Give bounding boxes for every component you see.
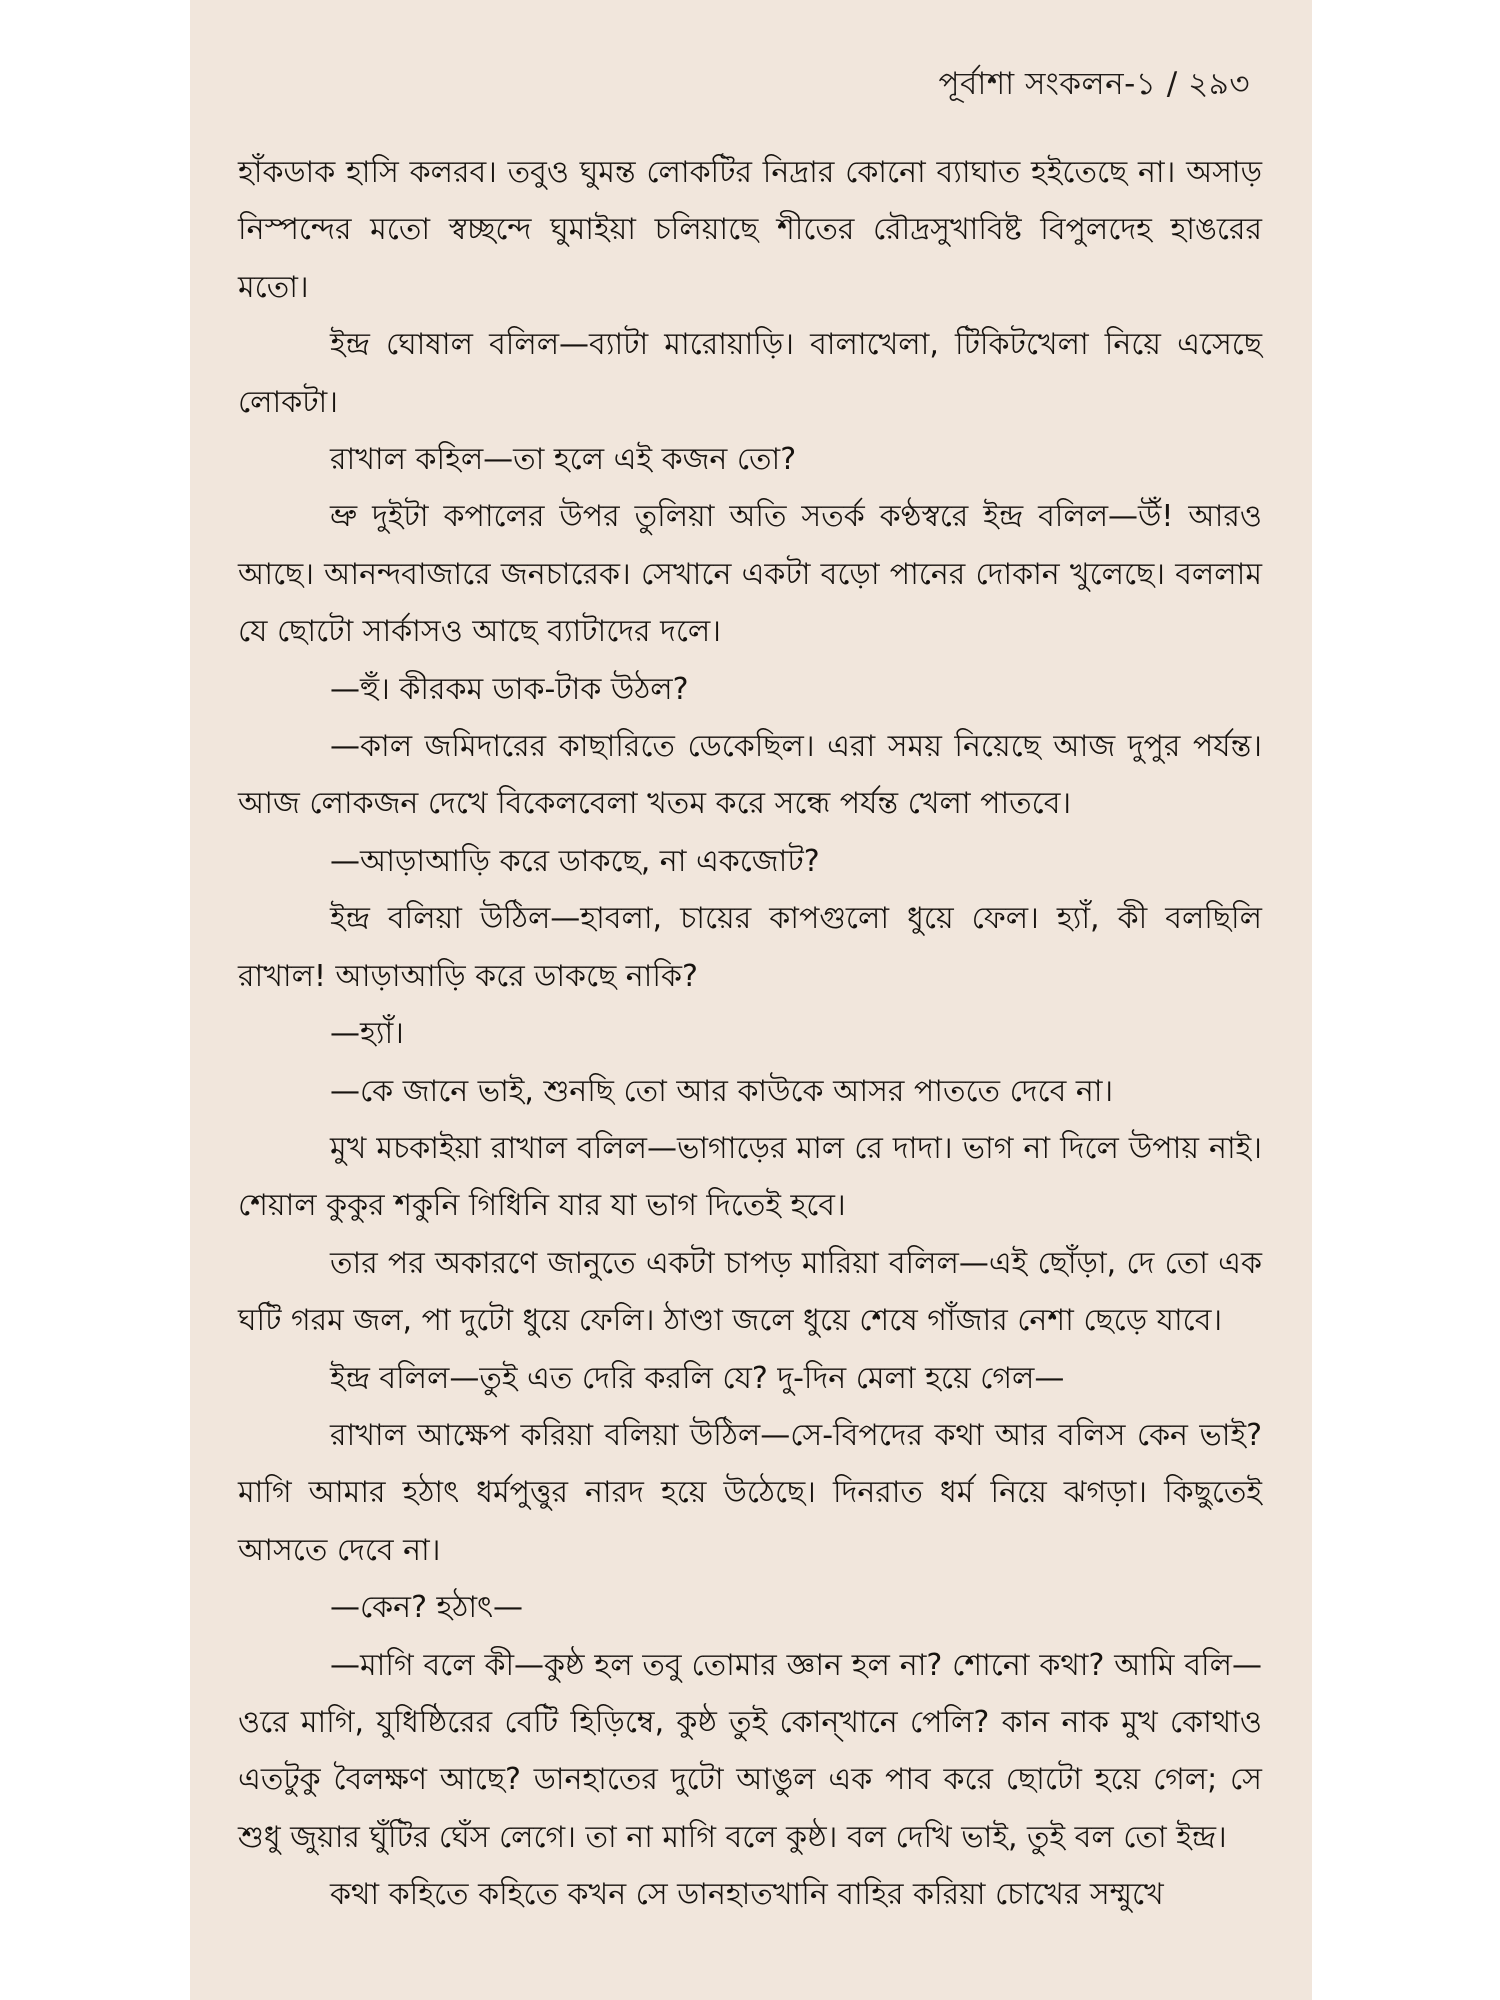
book-page	[190, 0, 1312, 2000]
paragraph: রাখাল আক্ষেপ করিয়া বলিয়া উঠিল—সে-বিপদের কথা আর বলিস কেন ভাই? মাগি আমার হঠাৎ ধর্মপুত্তুর নারদ হয়ে উঠেছে। দিনরাত ধর্ম নিয়ে ঝগড়া। কিছুতেই আসতে দেবে না।	[238, 1417, 1262, 1568]
paragraph: মুখ মচকাইয়া রাখাল বলিল—ভাগাড়ের মাল রে দাদা। ভাগ না দিলে উপায় নাই। শেয়াল কুকুর শকুনি গিধিনি যার যা ভাগ দিতেই হবে।	[238, 1130, 1262, 1224]
paragraph: —হ্যাঁ।	[330, 1016, 404, 1052]
paragraph: রাখাল কহিল—তা হলে এই কজন তো?	[330, 442, 797, 478]
paragraph: —হুঁ। কীরকম ডাক-টাক উঠল?	[330, 671, 689, 707]
body-text	[238, 144, 1262, 1924]
paragraph: —কেন? হঠাৎ—	[330, 1590, 524, 1626]
paragraph: ইন্দ্র বলিয়া উঠিল—হাবলা, চায়ের কাপগুলো ধুয়ে ফেল। হ্যাঁ, কী বলছিলি রাখাল! আড়াআড়ি করে ডাকছে নাকি?	[238, 901, 1262, 994]
paragraph: ইন্দ্র বলিল—তুই এত দেরি করলি যে? দু-দিন মেলা হয়ে গেল—	[330, 1360, 1065, 1396]
paragraph: —কে জানে ভাই, শুনছি তো আর কাউকে আসর পাততে দেবে না।	[330, 1073, 1114, 1109]
paragraph: হাঁকডাক হাসি কলরব। তবুও ঘুমন্ত লোকটির নিদ্রার কোনো ব্যাঘাত হইতেছে না। অসাড় নিস্পন্দের মতো স্বচ্ছন্দে ঘুমাইয়া চলিয়াছে শীতের রৌদ্রসুখাবিষ্ট বিপুলদেহ হাঙরের মতো।	[238, 155, 1262, 305]
paragraph: —কাল জমিদারের কাছারিতে ডেকেছিল। এরা সময় নিয়েছে আজ দুপুর পর্যন্ত। আজ লোকজন দেখে বিকেলবেলা খতম করে সন্ধে পর্যন্ত খেলা পাতবে।	[238, 729, 1262, 822]
paragraph: তার পর অকারণে জানুতে একটা চাপড় মারিয়া বলিল—এই ছোঁড়া, দে তো এক ঘটি গরম জল, পা দুটো ধুয়ে ফেলি। ঠাণ্ডা জলে ধুয়ে শেষে গাঁজার নেশা ছেড়ে যাবে।	[238, 1245, 1262, 1339]
running-head: পূর্বাশা সংকলন-১ / ২৯৩	[938, 66, 1250, 102]
paragraph: —আড়াআড়ি করে ডাকছে, না একজোট?	[330, 843, 820, 879]
paragraph: ইন্দ্র ঘোষাল বলিল—ব্যাটা মারোয়াড়ি। বালাখেলা, টিকিটখেলা নিয়ে এসেছে লোকটা।	[238, 327, 1262, 420]
paragraph: —মাগি বলে কী—কুষ্ঠ হল তবু তোমার জ্ঞান হল না? শোনো কথা? আমি বলি—ওরে মাগি, যুধিষ্ঠিরের বেটি হিড়িম্বে, কুষ্ঠ তুই কোন্‌খানে পেলি? কান নাক মুখ কোথাও এতটুকু বৈলক্ষণ আছে? ডানহাতের দুটো আঙুল এক পাব করে ছোটো হয়ে গেল; সে শুধু জুয়ার ঘুঁটির ঘেঁস লেগে। তা না মাগি বলে কুষ্ঠ। বল দেখি ভাই, তুই বল তো ইন্দ্র।	[238, 1647, 1262, 1855]
paragraph: কথা কহিতে কহিতে কখন সে ডানহাতখানি বাহির করিয়া চোখের সম্মুখে	[330, 1877, 1164, 1913]
paragraph: ভ্রু দুইটা কপালের উপর তুলিয়া অতি সতর্ক কণ্ঠস্বরে ইন্দ্র বলিল—উঁ! আরও আছে। আনন্দবাজারে জনচারেক। সেখানে একটা বড়ো পানের দোকান খুলেছে। বললাম যে ছোটো সার্কাসও আছে ব্যাটাদের দলে।	[238, 499, 1262, 650]
